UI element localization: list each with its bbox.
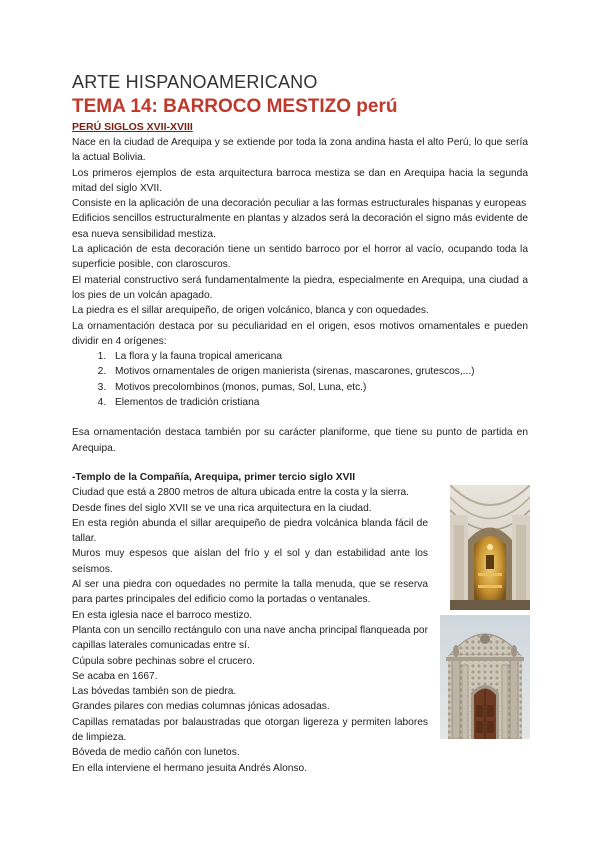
temple-line: Bóveda de medio cañón con lunetos. [72,747,240,759]
temple-line: Cúpula sobre pechinas sobre el crucero. [72,655,255,667]
temple-line: Muros muy espesos que aíslan del frío y el sol y dan estabilidad ante los seísmos. [72,548,428,575]
temple-line: En ella interviene el hermano jesuita Andrés Alonso. [72,762,308,774]
paragraph: Nace en la ciudad de Arequipa y se extiende por toda la zona andina hasta el alto Perú, lo que sería la actual Bolivia. [72,137,528,164]
paragraph: Edificios sencillos estructuralmente en plantas y alzados será la decoración el signo más evidente de esa nueva sensibilidad mestiza. [72,213,528,240]
temple-line: En esta iglesia nace el barroco mestizo. [72,609,253,621]
list-item: 3. Motivos precolombinos (monos, pumas, Sol, Luna, etc.) [109,380,528,395]
paragraph: Esa ornamentación destaca también por su carácter planiforme, que tiene su punto de partida en Arequipa. [72,427,528,454]
list-item: 2. Motivos ornamentales de origen manierista (sirenas, mascarones, grutescos,...) [109,364,528,379]
temple-line: Grandes pilares con medias columnas jónicas adosadas. [72,701,330,713]
temple-line: Se acaba en 1667. [72,670,158,682]
section-heading: PERÚ SIGLOS XVII-XVIII [72,121,193,133]
temple-line: Planta con un sencillo rectángulo con una nave ancha principal flanqueada por capillas laterales comunicadas entre sí. [72,624,428,652]
paragraph: Consiste en la aplicación de una decoración peculiar a las formas estructurales hispanas y europeas [72,198,527,210]
temple-line: Capillas rematadas por balaustradas que otorgan ligereza y permiten labores de limpieza. [72,716,428,744]
church-interior-photo [450,485,530,610]
paragraph: Los primeros ejemplos de esta arquitectura barroca mestiza se dan en Arequipa hacia la segunda mitad del siglo XVII. [72,167,528,194]
temple-line: Las bóvedas también son de piedra. [72,686,237,698]
intro-section [72,135,528,456]
origins-list [72,349,528,410]
page-title: TEMA 14: BARROCO MESTIZO perú [72,96,398,117]
paragraph: La ornamentación destaca por su peculiaridad en el origen, esos motivos ornamentales e pueden dividir en 4 orígenes: [72,320,528,347]
temple-section [72,470,428,776]
supertitle: ARTE HISPANOAMERICANO [72,72,318,92]
temple-line: Desde fines del siglo XVII se ve una rica arquitectura en la ciudad. [72,502,372,514]
temple-heading: -Templo de la Compañía, Arequipa, primer tercio siglo XVII [72,472,356,483]
temple-line: Al ser una piedra con oquedades no permite la talla menuda, que se reserva para partes principales del edificio como la portadas o ventanales. [72,579,428,606]
paragraph: La piedra es el sillar arequipeño, de origen volcánico, blanca y con oquedades. [72,305,429,317]
list-item: 1. La flora y la fauna tropical americana [109,349,528,364]
list-item: 4. Elementos de tradición cristiana [109,395,528,410]
paragraph: La aplicación de esta decoración tiene un sentido barroco por el horror al vacío, ocupando toda la superficie posible, con claroscuros. [72,244,528,271]
temple-line: En esta región abunda el sillar arequipeño de piedra volcánica blanda fácil de tallar. [72,517,428,545]
temple-line: Ciudad que está a 2800 metros de altura ubicada entre la costa y la sierra. [72,487,409,499]
paragraph: El material constructivo será fundamentalmente la piedra, especialmente en Arequipa, una ciudad a los pies de un volcán apagado. [72,274,528,301]
church-facade-photo [440,615,530,739]
